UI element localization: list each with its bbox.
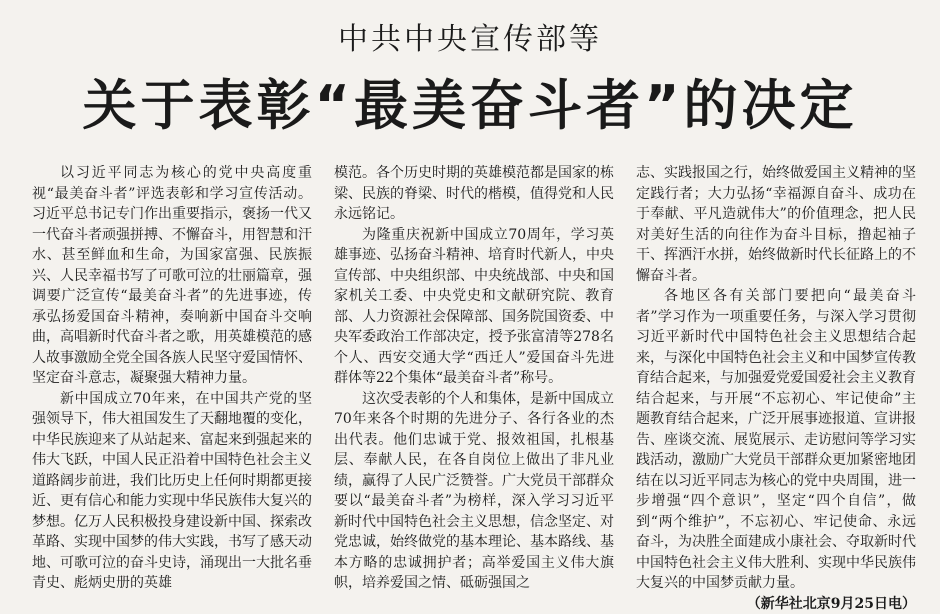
article-column-2	[334, 163, 614, 545]
paragraph: 为隆重庆祝新中国成立70周年，学习英雄事迹、弘扬奋斗精神、培育时代新人，中央宣传部、中央组织部、中央统战部、中央和国家机关工委、中央党史和文献研究院、教育部、人力资源社会保障部、国务院国资委、中央军委政治工作部决定，授予张富清等278名个人、西安交通大学“西迁人”爱国奋斗先进群体等22个集体“最美奋斗者”称号。	[334, 225, 614, 389]
headline: 关于表彰“最美奋斗者”的决定	[0, 74, 940, 138]
article-body	[32, 163, 916, 545]
article-column-1	[32, 163, 312, 545]
byline: （新华社北京9月25日电）	[636, 594, 916, 614]
paragraph-continued: 志、实践报国之行，始终做爱国主义精神的坚定践行者；大力弘扬“幸福源自奋斗、成功在于奉献、平凡造就伟大”的价值理念，把人民对美好生活的向往作为奋斗目标，撸起袖子干、挥洒汗水拼，始终做新时代长征路上的不懈奋斗者。	[636, 163, 916, 286]
paragraph: 以习近平同志为核心的党中央高度重视“最美奋斗者”评选表彰和学习宣传活动。习近平总书记专门作出重要指示，褒扬一代又一代奋斗者顽强拼搏、不懈奋斗，用智慧和汗水、甚至鲜血和生命，为国家富强、民族振兴、人民幸福书写了可歌可泣的壮丽篇章，强调要广泛宣传“最美奋斗者”的先进事迹，传承弘扬爱国奋斗精神，奏响新中国奋斗交响曲，高唱新时代奋斗者之歌，用英雄模范的感人故事激励全党全国各族人民坚守爱国情怀、坚定奋斗意志，凝聚强大精神力量。	[32, 163, 312, 389]
article-column-3	[636, 163, 916, 545]
paragraph: 这次受表彰的个人和集体，是新中国成立70年来各个时期的先进分子、各行各业的杰出代表。他们忠诚于党、报效祖国，扎根基层、奉献人民，在各自岗位上做出了非凡业绩，赢得了人民广泛赞誉。广大党员干部群众要以“最美奋斗者”为榜样，深入学习习近平新时代中国特色社会主义思想，信念坚定、对党忠诚，始终做党的基本理论、基本路线、基本方略的忠诚拥护者；高举爱国主义伟大旗帜，培养爱国之情、砥砺强国之	[334, 389, 614, 594]
paragraph: 新中国成立70年来，在中国共产党的坚强领导下，伟大祖国发生了天翻地覆的变化，中华民族迎来了从站起来、富起来到强起来的伟大飞跃，中国人民正沿着中国特色社会主义道路阔步前进，我们比历史上任何时期都更接近、更有信心和能力实现中华民族伟大复兴的梦想。亿万人民积极投身建设新中国、探索改革路、实现中国梦的伟大实践，书写了感天动地、可歌可泣的奋斗史诗，涌现出一大批名垂青史、彪炳史册的英雄	[32, 389, 312, 594]
kicker-heading: 中共中央宣传部等	[0, 20, 940, 60]
paragraph-continued: 模范。各个历史时期的英雄模范都是国家的栋梁、民族的脊梁、时代的楷模，值得党和人民永远铭记。	[334, 163, 614, 225]
paragraph: 各地区各有关部门要把向“最美奋斗者”学习作为一项重要任务，与深入学习贯彻习近平新时代中国特色社会主义思想结合起来，与深化中国特色社会主义和中国梦宣传教育结合起来，与加强爱党爱国爱社会主义教育结合起来，与开展“不忘初心、牢记使命”主题教育结合起来，广泛开展事迹报道、宣讲报告、座谈交流、展览展示、走访慰问等学习实践活动，激励广大党员干部群众更加紧密地团结在以习近平同志为核心的党中央周围，进一步增强“四个意识”，坚定“四个自信”，做到“两个维护”，不忘初心、牢记使命、永远奋斗，为决胜全面建成小康社会、夺取新时代中国特色社会主义伟大胜利、实现中华民族伟大复兴的中国梦贡献力量。	[636, 286, 916, 594]
